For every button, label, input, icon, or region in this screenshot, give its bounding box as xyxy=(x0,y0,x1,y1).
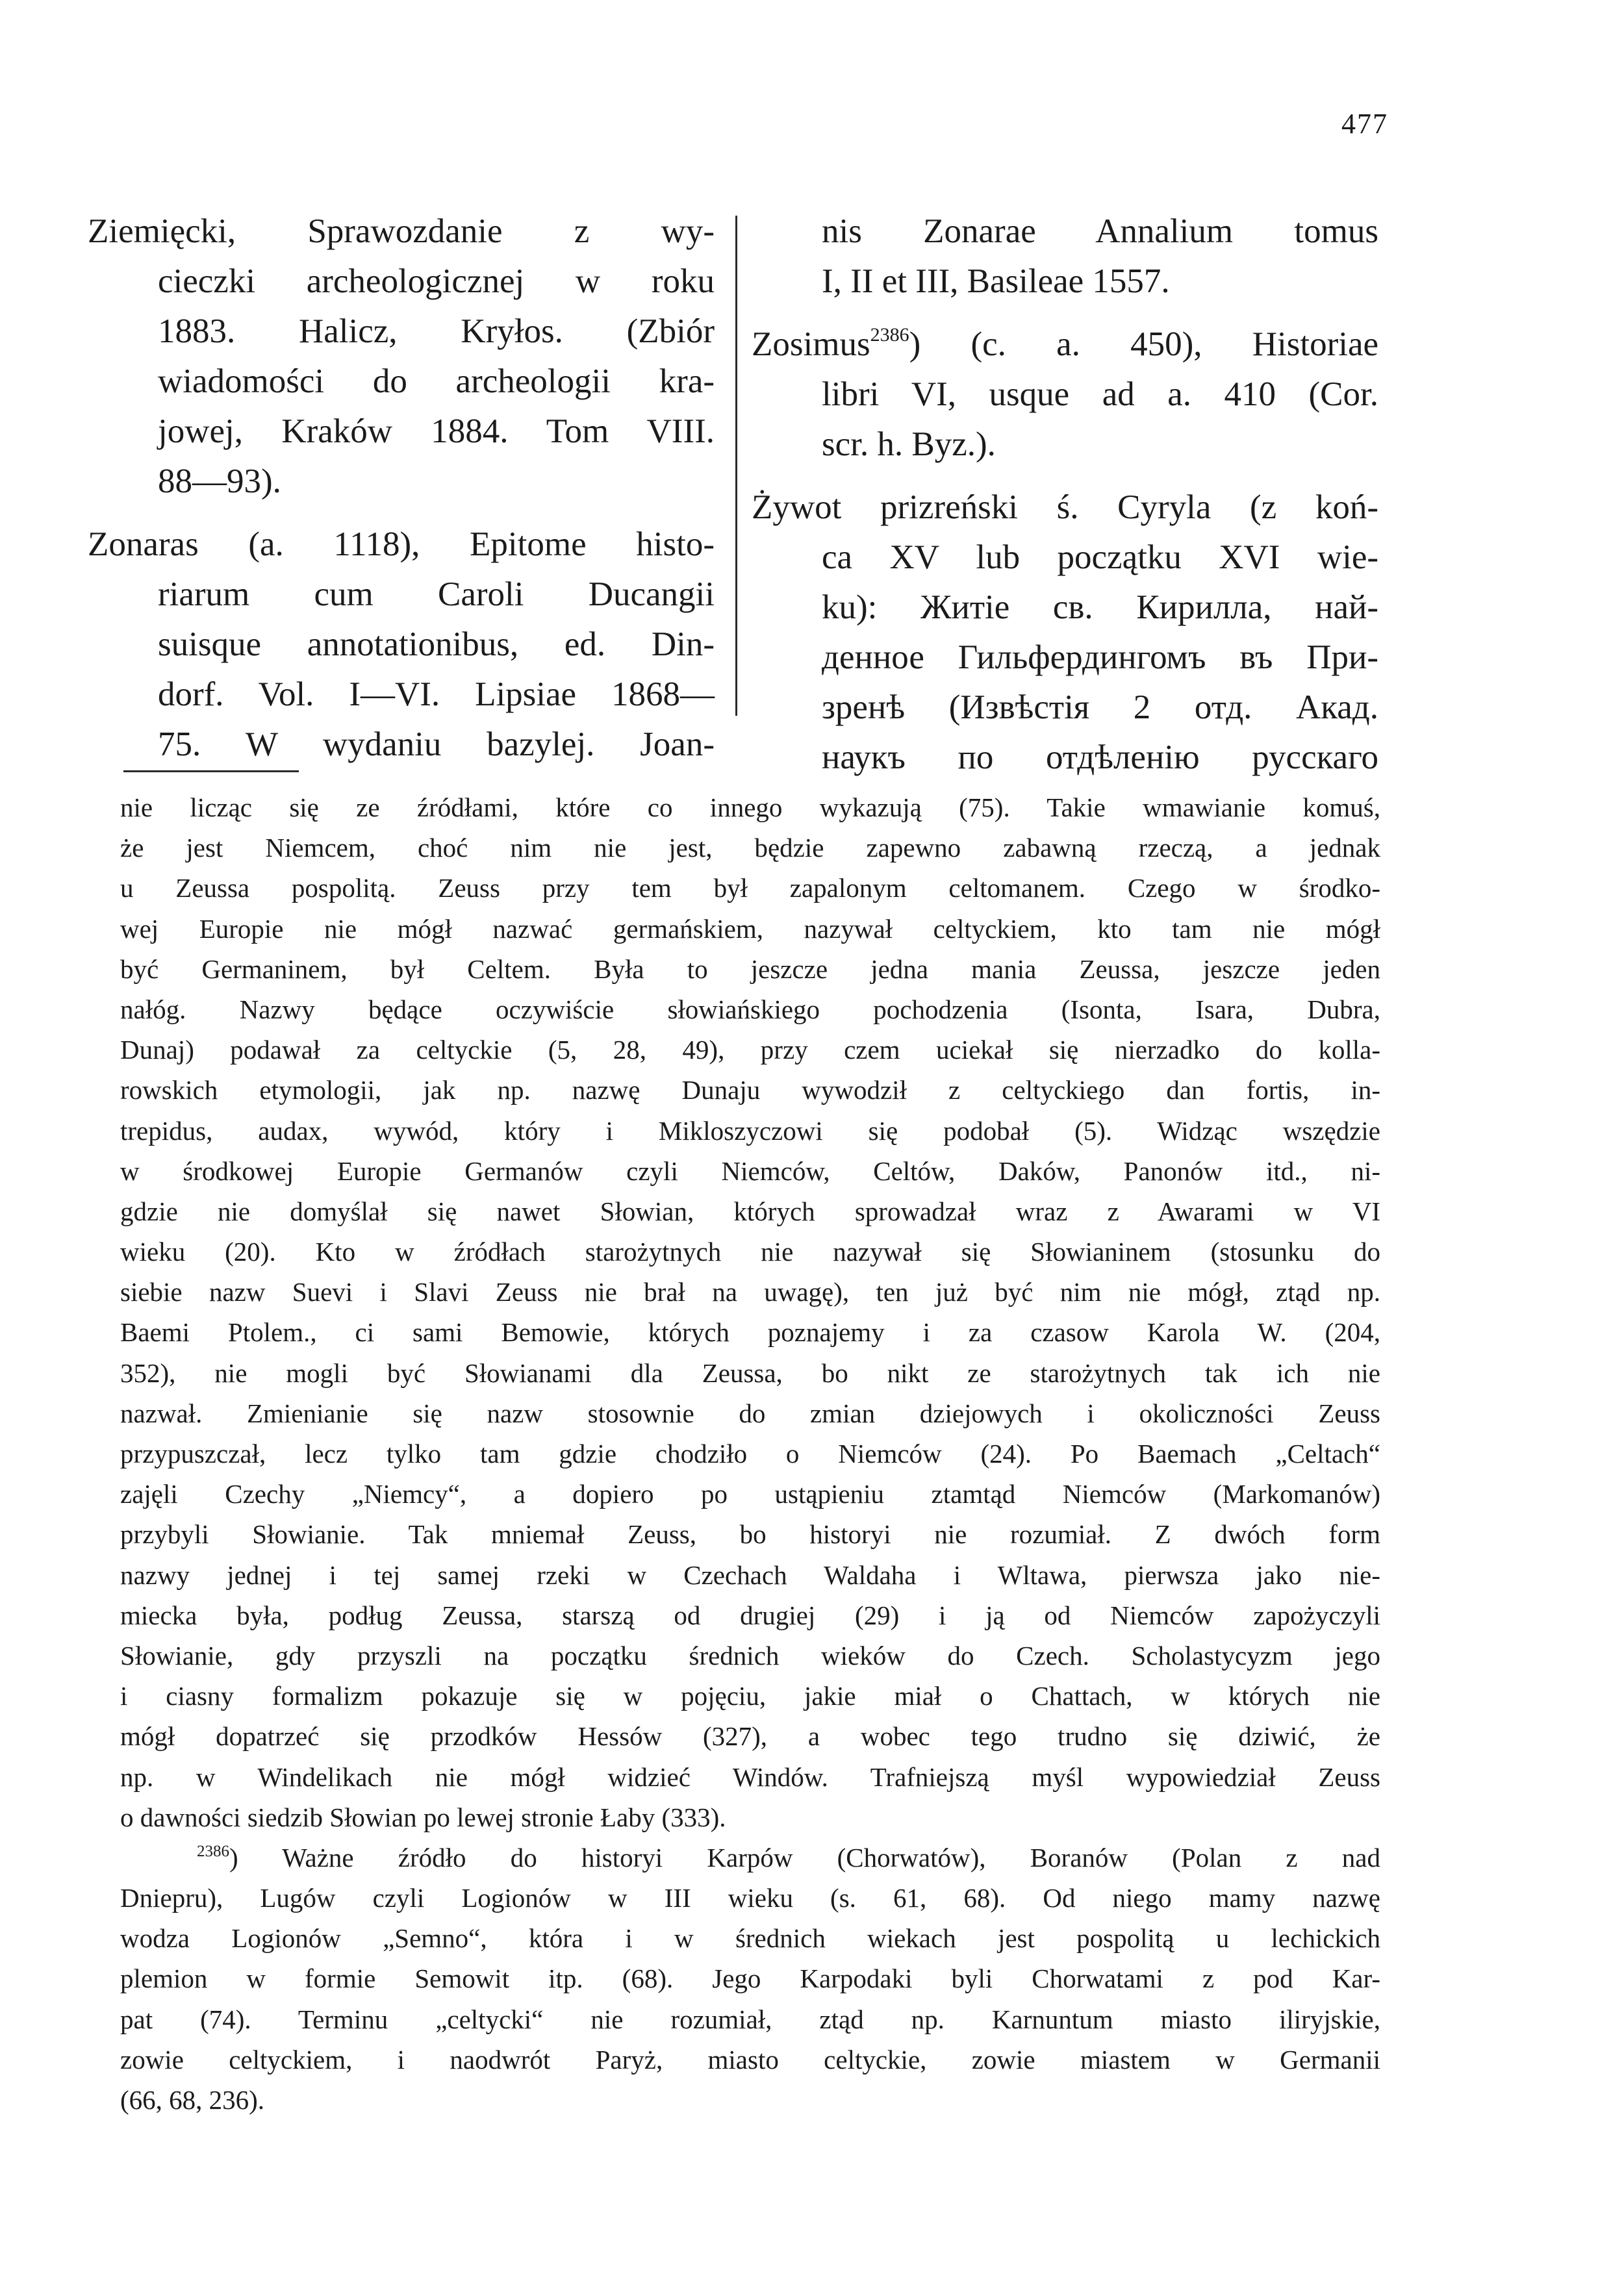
footnote-line: np. w Windelikach nie mógł widzieć Windów. Trafniejszą myśl wypowiedział Zeuss xyxy=(120,1761,1380,1792)
entry-line: денное Гильфердингомъ въ При- xyxy=(822,638,1378,676)
footnote-line: mógł dopatrzeć się przodków Hessów (327), a wobec tego trudno się dziwić, że xyxy=(120,1721,1380,1752)
footnote-line: Słowianie, gdy przyszli na początku średnich wieków do Czech. Scholastycyzm jego xyxy=(120,1640,1380,1671)
entry-zonaras xyxy=(88,520,715,770)
footnote-reference[interactable]: 2386 xyxy=(870,324,909,346)
footnote-line: nałóg. Nazwy będące oczywiście słowiańskiego pochodzenia (Isonta, Isara, Dubra, xyxy=(120,994,1380,1024)
footnote-line: nie licząc się ze źródłami, które co innego wykazują (75). Takie wmawianie komuś, xyxy=(120,792,1380,822)
footnote-line: być Germaninem, był Celtem. Była to jeszcze jedna mania Zeussa, jeszcze jeden xyxy=(120,953,1380,984)
entry-line: Zonaras (a. 1118), Epitome histo- xyxy=(88,525,715,563)
entry-line: cieczki archeologicznej w roku xyxy=(158,262,715,300)
footnote-line: wej Europie nie mógł nazwać germańskiem, nazywał celtyckiem, kto tam nie mógł xyxy=(120,913,1380,944)
entry-line: зренѣ (Извѣстія 2 отд. Акад. xyxy=(822,688,1378,726)
entry-line: 75. W wydaniu bazylej. Joan- xyxy=(158,725,715,763)
entry-line: ku): Житіе св. Кирилла, най- xyxy=(822,588,1378,626)
entry-line-rest: ) (c. a. 450), Historiae xyxy=(909,325,1378,363)
footnote-line xyxy=(120,1837,1380,1878)
entry-line: 88—93). xyxy=(158,462,281,500)
footnotes xyxy=(120,787,1380,2120)
footnote-line: (66, 68, 236). xyxy=(120,2085,265,2115)
entry-line: наукъ по отдѣленію русскаго xyxy=(822,738,1378,776)
entry-zonaras-continued xyxy=(752,207,1378,307)
footnote-line: że jest Niemcem, choć nim nie jest, będzie zapewno zabawną rzeczą, a jednak xyxy=(120,833,1380,863)
entry-author: Zosimus xyxy=(752,325,870,363)
footnote-line: i ciasny formalizm pokazuje się w pojęciu, jakie miał o Chattach, w których nie xyxy=(120,1681,1380,1711)
footnote-line: przypuszczał, lecz tylko tam gdzie chodziło o Niemców (24). Po Baemach „Celtach“ xyxy=(120,1439,1380,1469)
entry-line: libri VI, usque ad a. 410 (Cor. xyxy=(822,375,1378,413)
footnote-line: Dunaj) podawał za celtyckie (5, 28, 49), przy czem uciekał się nierzadko do kolla- xyxy=(120,1035,1380,1065)
entry-ziemiecki xyxy=(88,207,715,507)
footnote-line: 352), nie mogli być Słowianami dla Zeussa, bo nikt ze starożytnych tak ich nie xyxy=(120,1357,1380,1388)
footnote-line: Dniepru), Lugów czyli Logionów w III wieku (s. 61, 68). Od niego mamy nazwę xyxy=(120,1883,1380,1913)
footnote-line: pat (74). Terminu „celtycki“ nie rozumiał, ztąd np. Karnuntum miasto iliryjskie, xyxy=(120,2004,1380,2034)
footnote-line: trepidus, audax, wywód, który i Mikloszyczowi się podobał (5). Widząc wszędzie xyxy=(120,1115,1380,1146)
entry-line: Żywot prizreński ś. Cyryla (z koń- xyxy=(752,488,1378,526)
page-number: 477 xyxy=(1341,108,1388,140)
entry-line: dorf. Vol. I—VI. Lipsiae 1868— xyxy=(158,675,715,713)
footnote-line: miecka była, podług Zeussa, starszą od drugiej (29) i ją od Niemców zapożyczyli xyxy=(120,1600,1380,1630)
footnote-line: siebie nazw Suevi i Slavi Zeuss nie brał na uwagę), ten już być nim nie mógł, ztąd np. xyxy=(120,1277,1380,1307)
entry-line xyxy=(752,320,1378,370)
footnote-line: Baemi Ptolem., ci sami Bemowie, których poznajemy i za czasow Karola W. (204, xyxy=(120,1317,1380,1348)
footnote-line: wodza Logionów „Semno“, która i w średnich wiekach jest pospolitą u lechickich xyxy=(120,1923,1380,1954)
entry-line: riarum cum Caroli Ducangii xyxy=(158,575,715,613)
footnote-continued xyxy=(120,787,1380,1837)
bibliography-right-column xyxy=(752,207,1378,796)
footnote-line: w środkowej Europie Germanów czyli Niemców, Celtów, Daków, Panonów itd., ni- xyxy=(120,1155,1380,1186)
entry-zywot xyxy=(752,483,1378,783)
column-divider xyxy=(735,216,737,716)
entry-zosimus xyxy=(752,320,1378,470)
entry-line: Ziemięcki, Sprawozdanie z wy- xyxy=(88,212,715,250)
footnote-line: o dawności siedzib Słowian po lewej stronie Łaby (333). xyxy=(120,1802,726,1832)
footnote-line-rest: ) Ważne źródło do historyi Karpów (Chorwatów), Boranów (Polan z nad xyxy=(229,1842,1380,1873)
footnote-line: gdzie nie domyślał się nawet Słowian, których sprowadzał wraz z Awarami w VI xyxy=(120,1196,1380,1226)
bibliography-left-column xyxy=(88,207,715,783)
footnote-line: nazwy jednej i tej samej rzeki w Czechach Waldaha i Wltawa, pierwsza jako nie- xyxy=(120,1559,1380,1590)
footnote-line: zowie celtyckiem, i naodwrót Paryż, miasto celtyckie, zowie miastem w Germanii xyxy=(120,2044,1380,2075)
footnote-line: rowskich etymologii, jak np. nazwę Dunaju wywodził z celtyckiego dan fortis, in- xyxy=(120,1075,1380,1105)
entry-line: jowej, Kraków 1884. Tom VIII. xyxy=(158,412,715,450)
footnote-separator xyxy=(123,770,299,772)
entry-line: 1883. Halicz, Kryłos. (Zbiór xyxy=(158,312,715,350)
footnote-line: wieku (20). Kto w źródłach starożytnych nie nazywał się Słowianinem (stosunku do xyxy=(120,1237,1380,1267)
entry-line: I, II et III, Basileae 1557. xyxy=(822,262,1170,300)
footnote-line: nazwał. Zmienianie się nazw stosownie do zmian dziejowych i okoliczności Zeuss xyxy=(120,1398,1380,1428)
entry-line: wiadomości do archeologii kra- xyxy=(158,362,715,400)
footnote-line: u Zeussa pospolitą. Zeuss przy tem był zapalonym celtomanem. Czego w środko- xyxy=(120,873,1380,903)
footnote-line: przybyli Słowianie. Tak mniemał Zeuss, bo historyi nie rozumiał. Z dwóch form xyxy=(120,1519,1380,1550)
footnote-2386 xyxy=(120,1837,1380,2120)
entry-line: nis Zonarae Annalium tomus xyxy=(822,212,1378,250)
entry-line: suisque annotationibus, ed. Din- xyxy=(158,625,715,663)
footnote-line: plemion w formie Semowit itp. (68). Jego Karpodaki byli Chorwatami z pod Kar- xyxy=(120,1963,1380,1994)
footnote-line: zajęli Czechy „Niemcy“, a dopiero po ustąpieniu ztamtąd Niemców (Markomanów) xyxy=(120,1479,1380,1509)
entry-line: ca XV lub początku XVI wie- xyxy=(822,538,1378,576)
entry-line: scr. h. Byz.). xyxy=(822,425,996,463)
footnote-mark: 2386 xyxy=(197,1842,229,1860)
